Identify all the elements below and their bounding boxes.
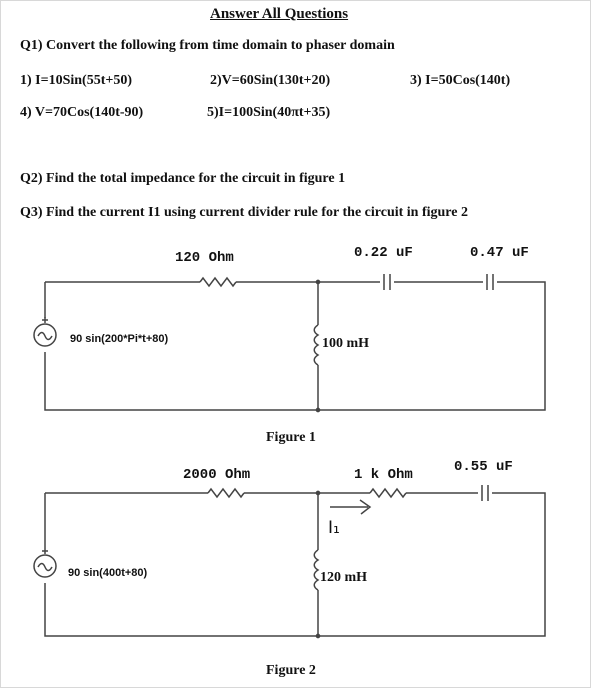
fig2-source-label: 90 sin(400t+80) <box>68 567 148 579</box>
fig1-caption: Figure 1 <box>266 430 316 445</box>
fig1-source-label: 90 sin(200*Pi*t+80) <box>70 333 169 345</box>
fig2-current-label: I₁ <box>328 518 340 538</box>
q1-item-3: 3) I=50Cos(140t) <box>410 73 511 88</box>
q1-item-1: 1) I=10Sin(55t+50) <box>20 73 133 88</box>
fig2-resistor2-label: 1 k Ohm <box>354 467 413 483</box>
q1-prompt: Q1) Convert the following from time domain to phaser domain <box>20 38 395 53</box>
fig2-caption: Figure 2 <box>266 663 316 678</box>
fig2-resistor1-label: 2000 Ohm <box>183 467 251 483</box>
fig2-resistor-2 <box>370 489 406 497</box>
fig2-capacitor-label: 0.55 uF <box>454 459 513 475</box>
fig2-capacitor <box>482 485 488 501</box>
fig1-inductor <box>314 325 318 365</box>
fig1-capacitor-1 <box>384 274 390 290</box>
q2-prompt: Q2) Find the total impedance for the circuit in figure 1 <box>20 171 346 186</box>
fig1-inductor-label: 100 mH <box>322 336 370 351</box>
fig1-cap1-label: 0.22 uF <box>354 245 413 261</box>
fig1-resistor <box>200 278 236 286</box>
fig2-inductor-label: 120 mH <box>320 570 368 585</box>
page-title: Answer All Questions <box>210 6 349 22</box>
q1-item-2: 2)V=60Sin(130t+20) <box>210 73 331 88</box>
fig1-cap2-label: 0.47 uF <box>470 245 529 261</box>
q1-item-4: 4) V=70Cos(140t-90) <box>20 105 144 120</box>
fig2-inductor <box>314 550 318 590</box>
figure1-circuit <box>34 274 545 412</box>
fig1-resistor-label: 120 Ohm <box>175 250 234 266</box>
fig2-current-arrow <box>330 500 370 514</box>
fig2-resistor-1 <box>208 489 244 497</box>
fig1-capacitor-2 <box>487 274 493 290</box>
figure2-circuit <box>34 485 545 638</box>
q1-item-5: 5)I=100Sin(40πt+35) <box>207 105 331 120</box>
q3-prompt: Q3) Find the current I1 using current divider rule for the circuit in figure 2 <box>20 205 468 220</box>
